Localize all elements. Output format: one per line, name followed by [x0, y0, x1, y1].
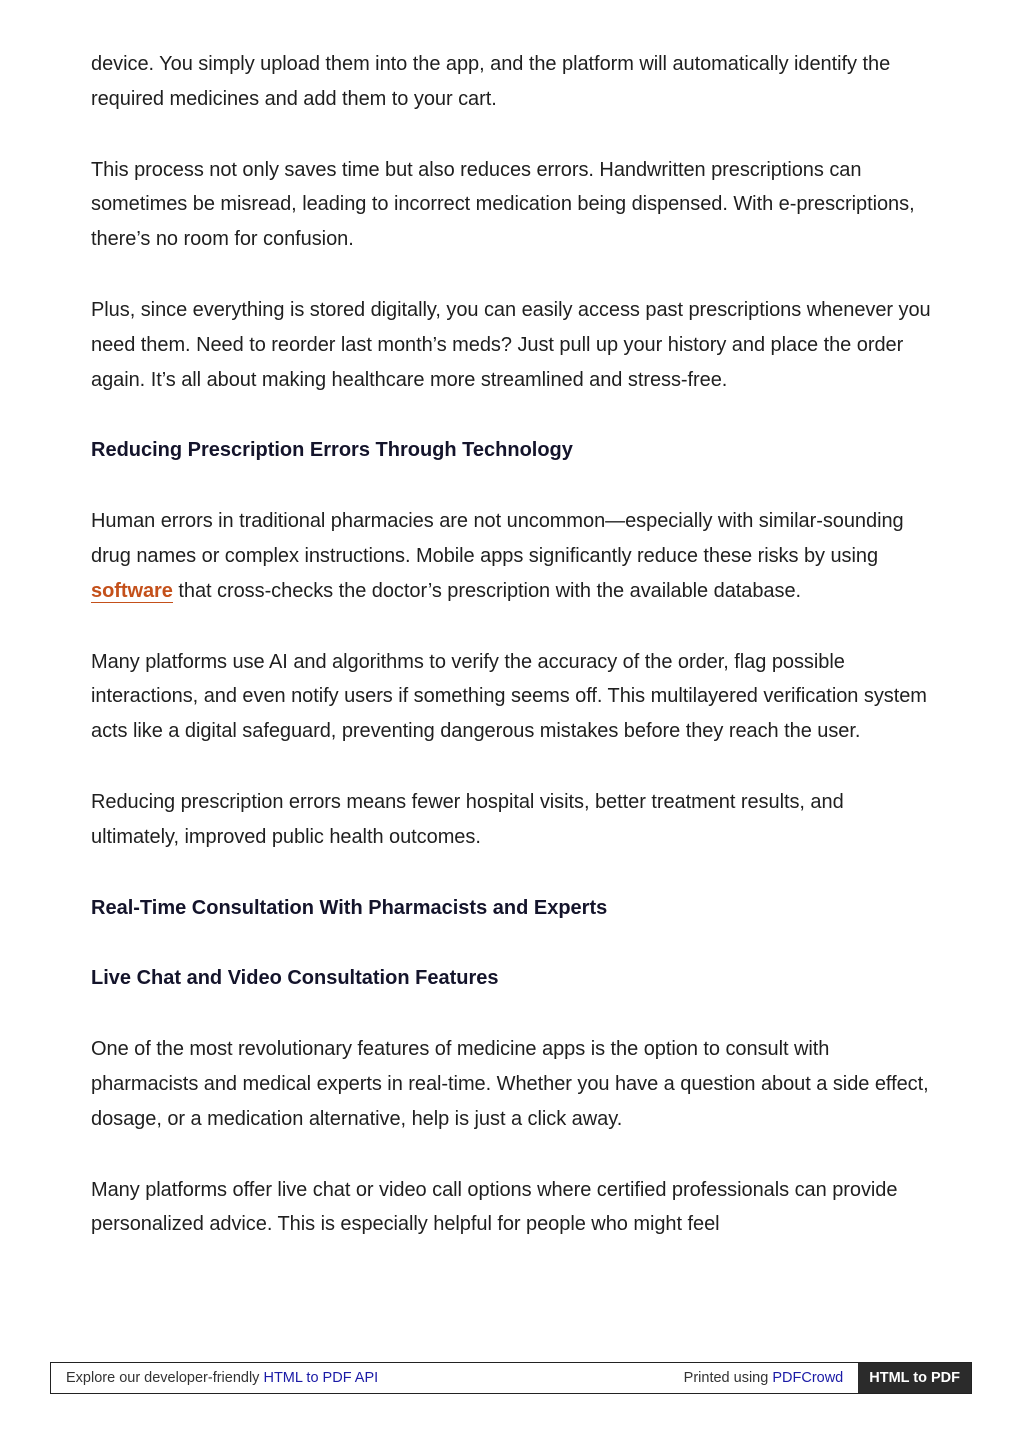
software-link[interactable]: software [91, 579, 173, 602]
pdfcrowd-link[interactable]: PDFCrowd [772, 1370, 844, 1386]
paragraph: Many platforms offer live chat or video call options where certified professionals can provide personalized advice. This is especially helpful for people who might feel [91, 1178, 898, 1236]
html-to-pdf-api-link[interactable]: HTML to PDF API [263, 1370, 379, 1386]
paragraph: Plus, since everything is stored digitally, you can easily access past prescriptions whenever you need them. Need to reorder last month’s meds? Just pull up your history and place the order again. It’s all about making healthcare more streamlined and stress-free. [91, 298, 931, 391]
paragraph-text: that cross-checks the doctor’s prescription with the available database. [172, 579, 802, 602]
article-body [91, 47, 936, 1278]
footer-printed-by [684, 1370, 859, 1386]
html-to-pdf-badge[interactable]: HTML to PDF [858, 1363, 971, 1393]
section-heading: Reducing Prescription Errors Through Technology [91, 439, 573, 462]
paragraph: This process not only saves time but also reduces errors. Handwritten prescriptions can sometimes be misread, leading to incorrect medication being dispensed. With e-prescriptions, there’s no room for confusion. [91, 158, 915, 251]
paragraph: One of the most revolutionary features of medicine apps is the option to consult with pharmacists and medical experts in real-time. Whether you have a question about a side effect, dosage, or a medication alternative, help is just a click away. [91, 1038, 929, 1130]
paragraph-text: Human errors in traditional pharmacies are not uncommon—especially with similar-sounding drug names or complex instructions. Mobile apps significantly reduce these risks by using [91, 510, 904, 567]
footer-promo [51, 1370, 684, 1386]
footer-printed-text: Printed using [683, 1370, 773, 1386]
paragraph: Reducing prescription errors means fewer hospital visits, better treatment results, and ultimately, improved public health outcomes. [91, 790, 844, 848]
subsection-heading: Live Chat and Video Consultation Features [91, 967, 499, 990]
paragraph: Many platforms use AI and algorithms to verify the accuracy of the order, flag possible interactions, and even notify users if something seems off. This multilayered verification system acts like a digital safeguard, preventing dangerous mistakes before they reach the user. [91, 650, 927, 743]
section-heading: Real-Time Consultation With Pharmacists and Experts [91, 896, 608, 919]
paragraph: device. You simply upload them into the app, and the platform will automatically identify the required medicines and add them to your cart. [91, 53, 891, 110]
paragraph [91, 504, 936, 608]
pdf-footer-bar [50, 1362, 972, 1394]
footer-promo-text: Explore our developer-friendly [66, 1370, 264, 1386]
